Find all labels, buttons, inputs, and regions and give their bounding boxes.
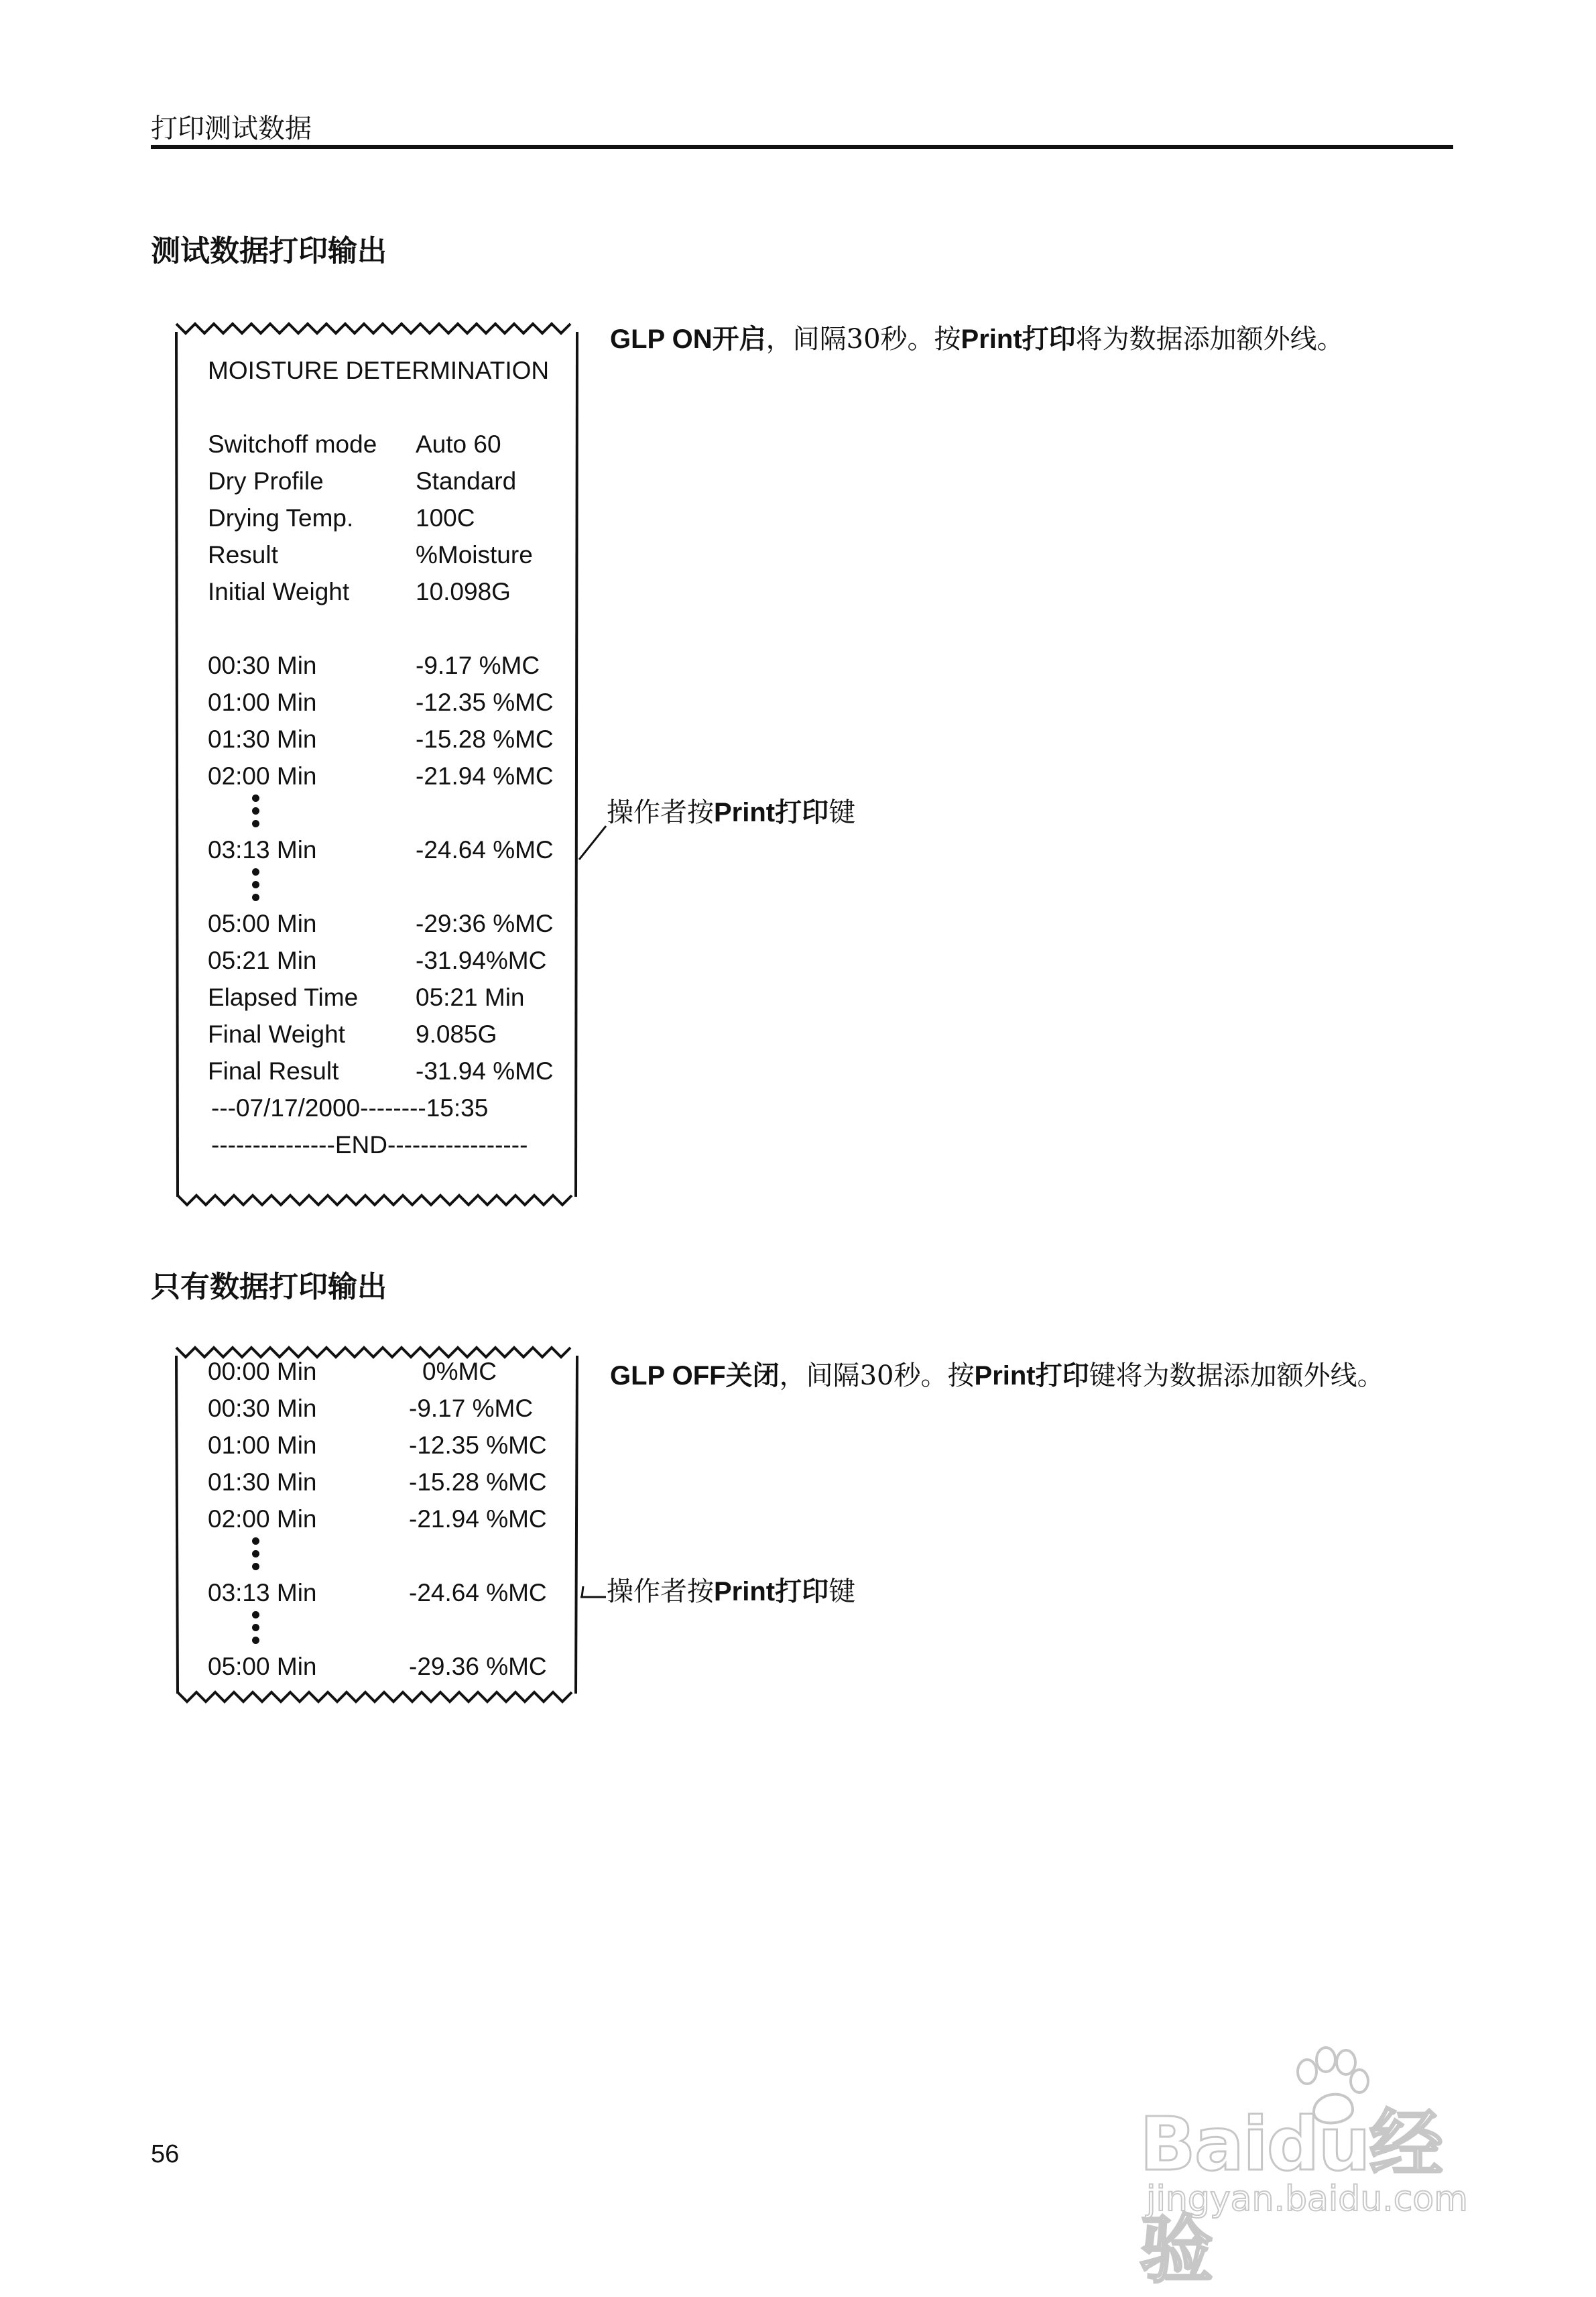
omission-dots [252,1611,261,1649]
omission-dots [252,794,261,833]
printout-receipt-glp-on [171,312,584,1217]
summary-row: Final Result -31.94 %MC [208,1057,554,1085]
param-row: Result %Moisture [208,541,533,569]
operator-print-callout: 操作者按Print打印键 [607,1576,856,1607]
baidu-jingyan-watermark [1133,2045,1508,2293]
reading-row: 00:30 Min -9.17 %MC [208,652,540,679]
reading-row: 05:00 Min -29:36 %MC [208,910,554,937]
callout-leader-line [578,1584,607,1604]
reading-row: 01:30 Min -15.28 %MC [208,1468,547,1496]
receipt-title: MOISTURE DETERMINATION [208,357,550,384]
param-row: Initial Weight 10.098G [208,578,511,605]
reading-row: 01:00 Min -12.35 %MC [208,689,554,716]
reading-row: 01:00 Min -12.35 %MC [208,1431,547,1459]
reading-row: 05:21 Min -31.94%MC [208,947,547,974]
printout-receipt-glp-off [171,1340,584,1713]
omission-dots [252,1537,261,1576]
reading-row: 03:13 Min -24.64 %MC [208,836,554,864]
omission-dots [252,868,261,906]
watermark-logo-text: Baidu经验 [1140,2101,1442,2293]
reading-row: 02:00 Min -21.94 %MC [208,1505,547,1533]
glp-off-note: GLP OFF关闭，间隔30秒。按Print打印键将为数据添加额外线。 [610,1360,1384,1391]
operator-print-callout: 操作者按Print打印键 [607,797,856,828]
receipt-date-line: ---07/17/2000--------15:35 [211,1094,489,1122]
reading-row: 01:30 Min -15.28 %MC [208,725,554,753]
reading-row: 00:00 Min 0%MC [208,1358,497,1385]
callout-leader-line [576,825,610,865]
summary-row: Elapsed Time 05:21 Min [208,984,525,1011]
reading-row: 03:13 Min -24.64 %MC [208,1579,547,1606]
glp-on-note: GLP ON开启，间隔30秒。按Print打印将为数据添加额外线。 [610,324,1344,355]
param-row: Dry Profile Standard [208,467,517,495]
param-row: Switchoff mode Auto 60 [208,430,501,458]
summary-row: Final Weight 9.085G [208,1020,497,1048]
receipt-end-line: ---------------END----------------- [211,1131,528,1159]
section-title-data-only-print: 只有数据打印输出 [151,1270,387,1304]
running-header: 打印测试数据 [151,113,312,144]
page-number: 56 [151,2140,180,2168]
reading-row: 05:00 Min -29.36 %MC [208,1653,547,1680]
reading-row: 02:00 Min -21.94 %MC [208,762,554,790]
reading-row: 00:30 Min -9.17 %MC [208,1395,534,1422]
watermark-url: jingyan.baidu.com [1146,2179,1468,2219]
header-rule [151,145,1453,149]
section-title-test-data-print: 测试数据打印输出 [151,234,387,268]
param-row: Drying Temp. 100C [208,504,475,532]
